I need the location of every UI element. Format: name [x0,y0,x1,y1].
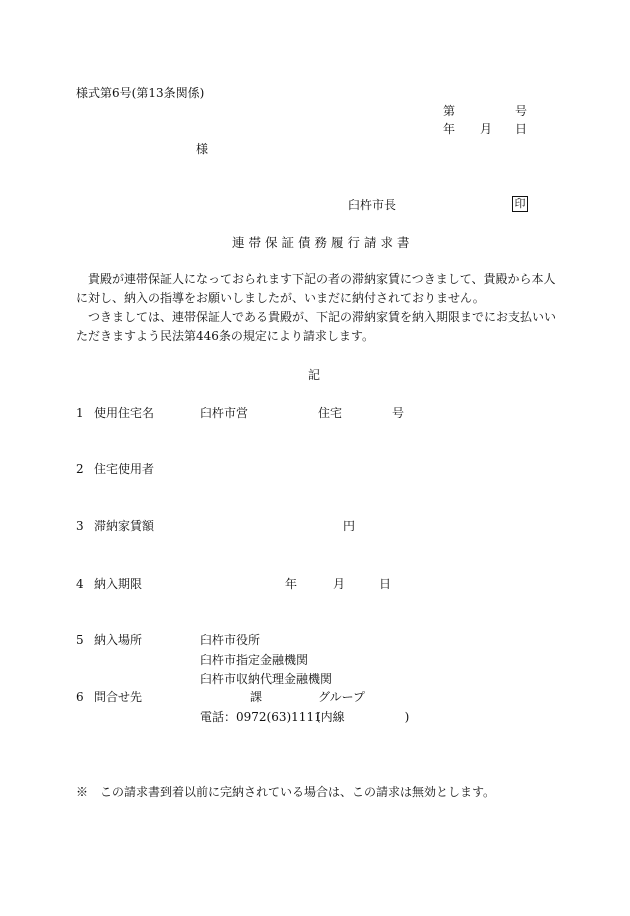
item-6-phone: 電話：0972(63)1111 [200,710,322,724]
item-5-place-3: 臼杵市収納代理金融機関 [200,672,333,686]
document-title: 連帯保証債務履行請求書 [232,235,414,250]
item-1-label: 使用住宅名 [94,406,155,420]
item-3-number: 3 [76,519,84,533]
ki-heading: 記 [308,368,321,382]
body-paragraph-2: つきましては、連帯保証人である貴殿が、下記の滞納家賃を納入期限までにお支払いいただきますよう民法第446条の規定により請求します。 [76,310,557,343]
item-4-year: 年 [285,577,298,591]
seal-mark: 印 [512,196,528,212]
item-6-group: グループ [318,690,366,704]
date-year: 年 [443,122,456,136]
item-5-number: 5 [76,633,84,647]
footnote: ※ この請求書到着以前に完納されている場合は、この請求は無効とします。 [76,785,496,799]
date-day: 日 [515,122,528,136]
item-3-label: 滞納家賃額 [94,519,155,533]
item-4-label: 納入期限 [94,577,143,591]
item-4-day: 日 [379,577,392,591]
item-3-unit: 円 [343,519,356,533]
item-5-place-1: 臼杵市役所 [200,633,261,647]
body-text [76,270,556,346]
item-2-label: 住宅使用者 [94,462,155,476]
item-4-month: 月 [333,577,346,591]
item-1-go: 号 [392,406,405,420]
item-1-housing: 住宅 [318,406,343,420]
item-6-number: 6 [76,690,84,704]
item-4-number: 4 [76,577,84,591]
item-6-extension: (内線 ) [316,710,410,724]
item-5-label: 納入場所 [94,633,143,647]
item-6-label: 問合せ先 [94,690,143,704]
item-5-place-2: 臼杵市指定金融機関 [200,653,309,667]
addressee-suffix: 様 [196,142,209,156]
sender-name: 臼杵市長 [348,198,397,212]
form-number: 様式第6号(第13条関係) [76,86,205,100]
item-1-city-housing: 臼杵市営 [200,406,249,420]
number-prefix: 第 [443,104,456,118]
body-paragraph-1: 貴殿が連帯保証人になっておられます下記の者の滞納家賃につきまして、貴殿から本人に対し、納入の指導をお願いしましたが、いまだに納付されておりません。 [76,272,556,305]
item-6-dept: 課 [250,690,263,704]
date-month: 月 [480,122,493,136]
item-2-number: 2 [76,462,84,476]
number-suffix: 号 [515,104,528,118]
item-1-number: 1 [76,406,84,420]
